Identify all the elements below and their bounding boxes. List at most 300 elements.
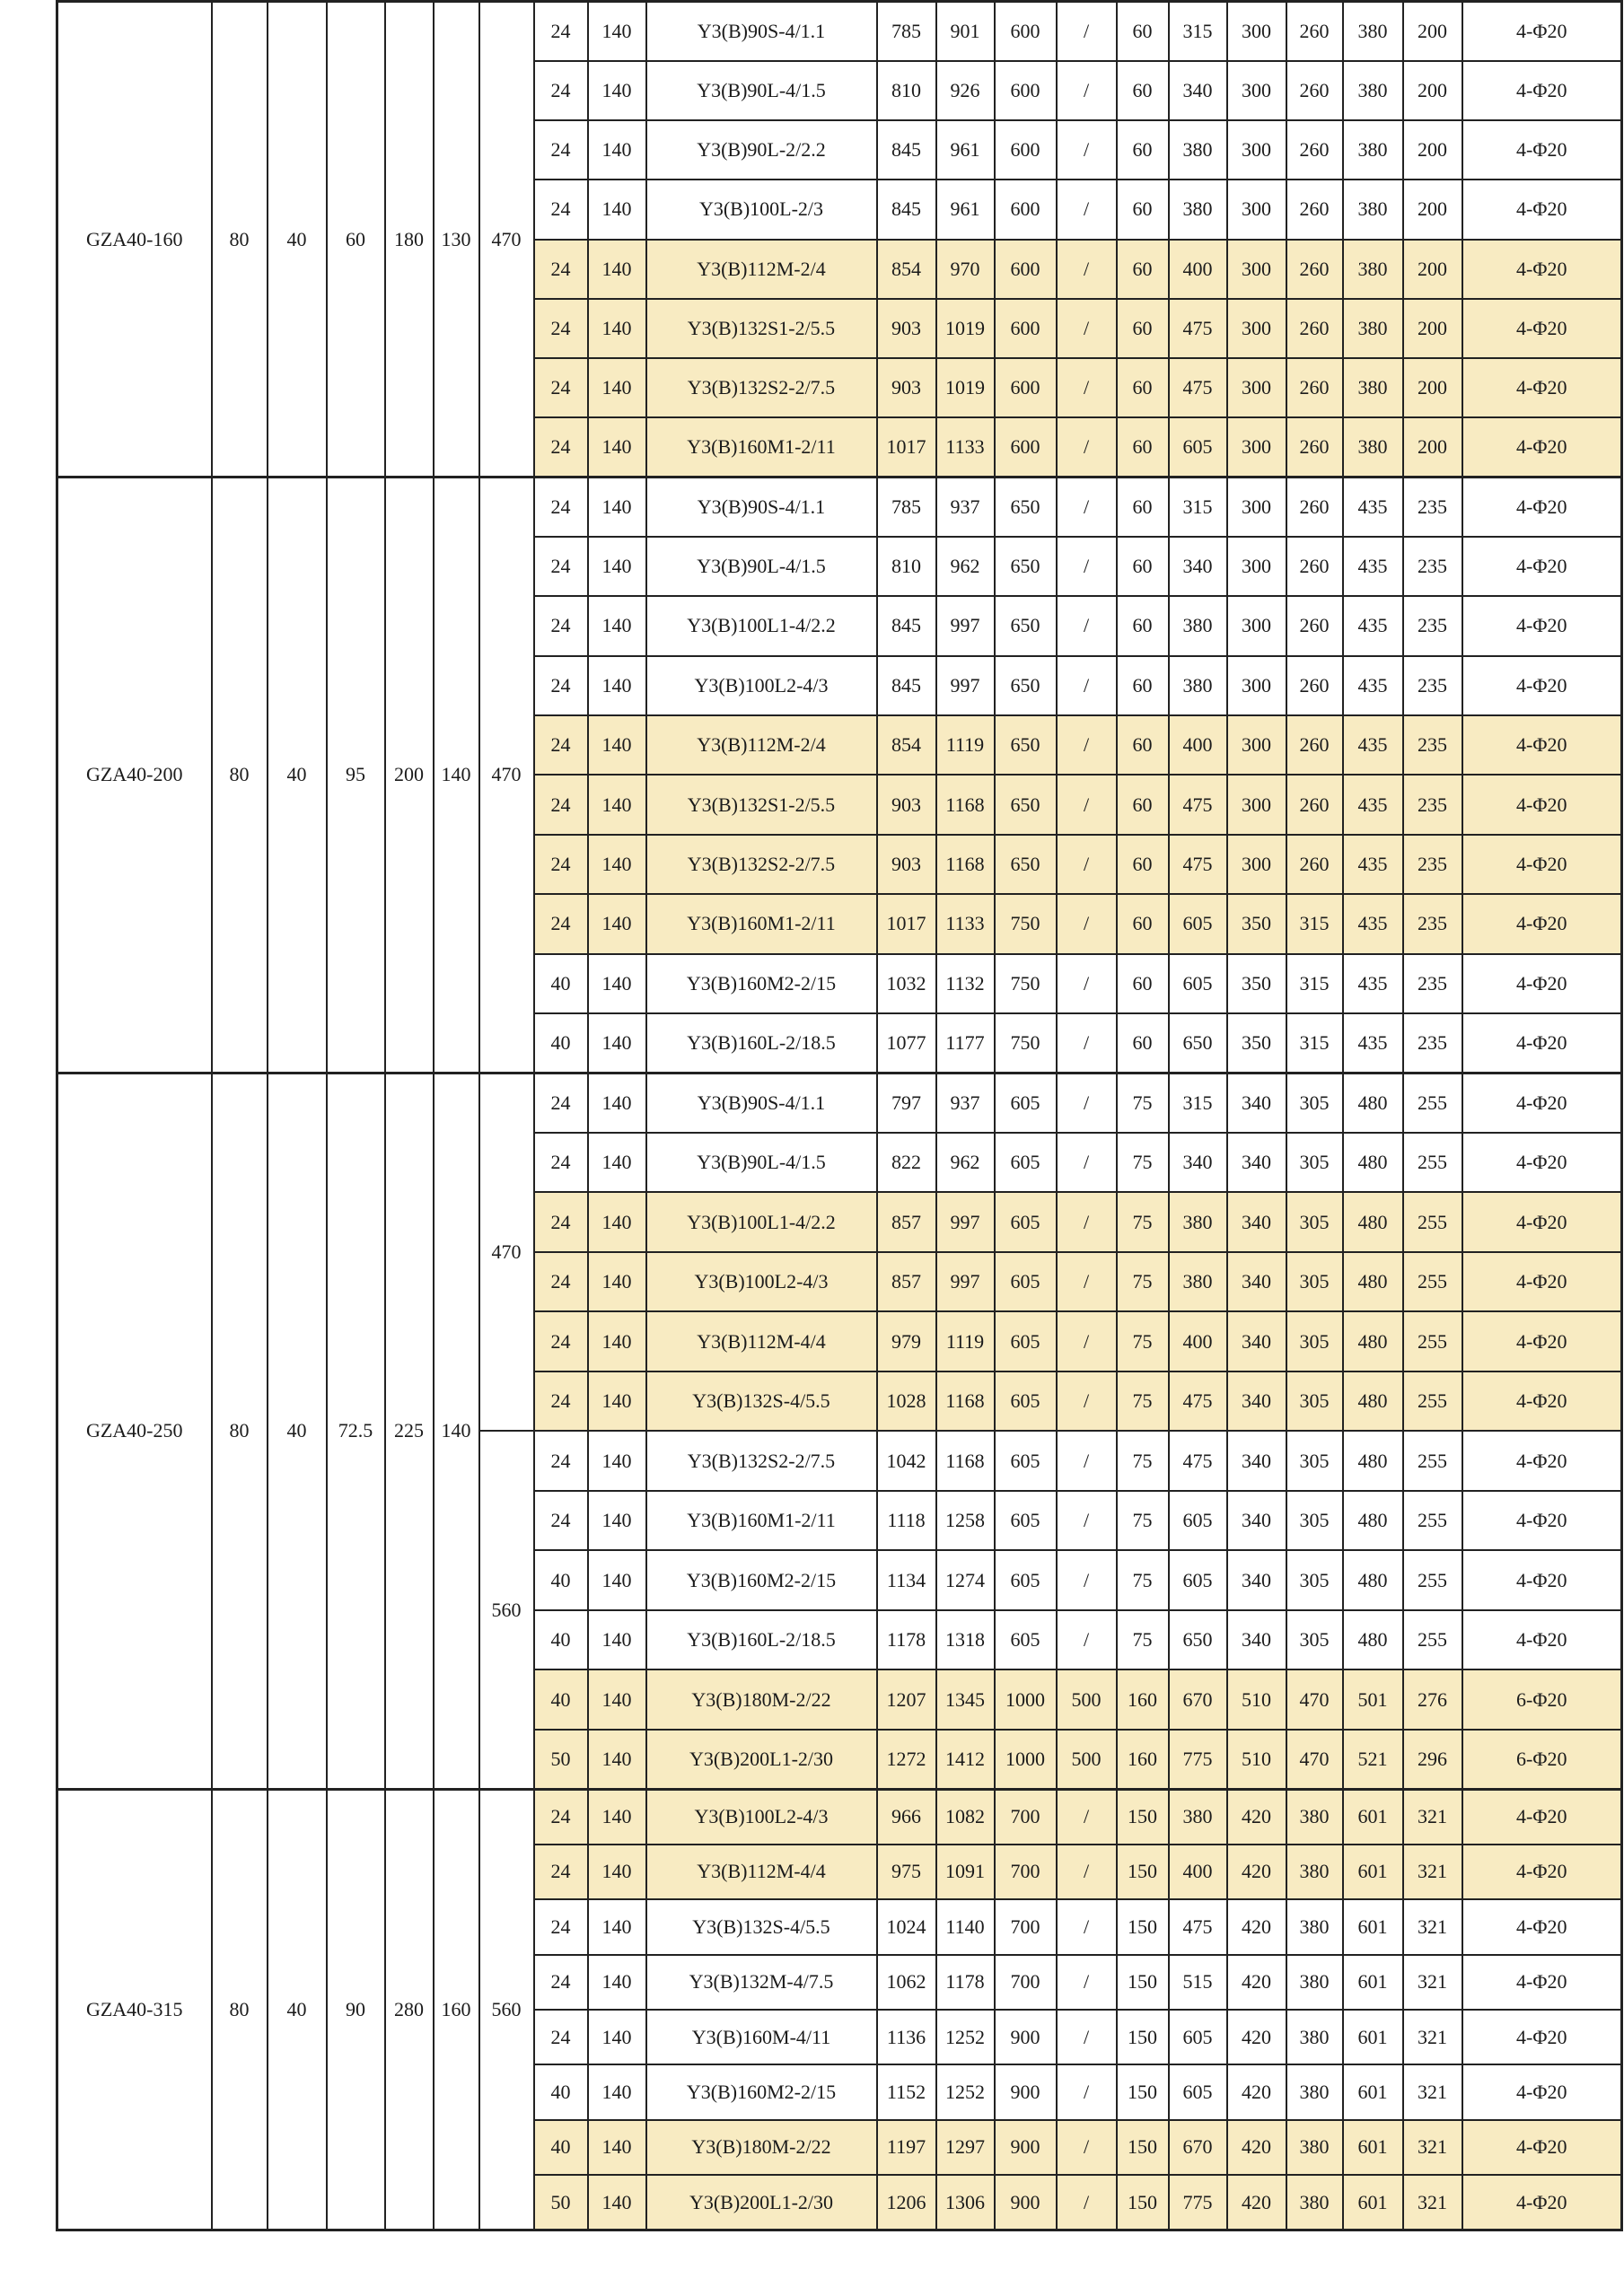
span-value-cell: 560 — [479, 1431, 534, 1789]
inlet-cell: 24 — [534, 180, 588, 239]
value-cell: 1118 — [877, 1491, 936, 1551]
value-cell: 380 — [1343, 358, 1403, 417]
bolt-spec-cell: 4-Φ20 — [1462, 358, 1622, 417]
value-cell: 150 — [1117, 1845, 1169, 1899]
inlet-cell: 24 — [534, 2, 588, 61]
bolt-spec-cell: 4-Φ20 — [1462, 835, 1622, 894]
value-cell: 1136 — [877, 2010, 936, 2064]
outlet-cell: 140 — [588, 2064, 646, 2119]
value-cell: 845 — [877, 180, 936, 239]
outlet-cell: 140 — [588, 180, 646, 239]
value-cell: 480 — [1343, 1192, 1403, 1252]
value-cell: 305 — [1286, 1133, 1343, 1193]
value-cell: 60 — [1117, 120, 1169, 180]
value-cell: 420 — [1227, 2120, 1286, 2175]
value-cell: / — [1057, 1431, 1117, 1491]
inlet-cell: 24 — [534, 478, 588, 537]
outlet-cell: 140 — [588, 596, 646, 655]
value-cell: 670 — [1169, 1669, 1227, 1730]
value-cell: 75 — [1117, 1610, 1169, 1670]
value-cell: 900 — [995, 2175, 1057, 2230]
dimension-cell: 130 — [434, 2, 479, 478]
outlet-cell: 140 — [588, 1955, 646, 2010]
inlet-cell: 24 — [534, 894, 588, 953]
motor-model-cell: Y3(B)160M2-2/15 — [646, 954, 877, 1013]
value-cell: / — [1057, 120, 1117, 180]
value-cell: 340 — [1227, 1133, 1286, 1193]
motor-model-cell: Y3(B)180M-2/22 — [646, 1669, 877, 1730]
value-cell: 650 — [995, 715, 1057, 775]
value-cell: 1032 — [877, 954, 936, 1013]
value-cell: 435 — [1343, 715, 1403, 775]
value-cell: 380 — [1169, 120, 1227, 180]
value-cell: 420 — [1227, 1789, 1286, 1844]
value-cell: / — [1057, 1550, 1117, 1610]
value-cell: 305 — [1286, 1311, 1343, 1371]
value-cell: 475 — [1169, 358, 1227, 417]
value-cell: / — [1057, 299, 1117, 358]
value-cell: 515 — [1169, 1955, 1227, 2010]
value-cell: 435 — [1343, 537, 1403, 596]
motor-model-cell: Y3(B)160L-2/18.5 — [646, 1013, 877, 1073]
value-cell: 60 — [1117, 537, 1169, 596]
dimension-cell: 72.5 — [327, 1073, 385, 1789]
value-cell: 845 — [877, 120, 936, 180]
outlet-cell: 140 — [588, 656, 646, 715]
motor-model-cell: Y3(B)90L-4/1.5 — [646, 61, 877, 120]
value-cell: / — [1057, 1192, 1117, 1252]
value-cell: 775 — [1169, 2175, 1227, 2230]
value-cell: 380 — [1343, 417, 1403, 477]
table-row — [57, 1073, 1622, 1133]
motor-model-cell: Y3(B)90S-4/1.1 — [646, 1073, 877, 1133]
dimension-cell: 80 — [212, 1073, 268, 1789]
value-cell: 300 — [1227, 537, 1286, 596]
value-cell: 75 — [1117, 1371, 1169, 1432]
inlet-cell: 24 — [534, 1192, 588, 1252]
outlet-cell: 140 — [588, 2010, 646, 2064]
value-cell: 470 — [1286, 1730, 1343, 1790]
value-cell: 600 — [995, 299, 1057, 358]
motor-model-cell: Y3(B)100L2-4/3 — [646, 656, 877, 715]
bolt-spec-cell: 4-Φ20 — [1462, 715, 1622, 775]
value-cell: 420 — [1227, 1845, 1286, 1899]
value-cell: 260 — [1286, 61, 1343, 120]
value-cell: 1168 — [936, 1431, 995, 1491]
outlet-cell: 140 — [588, 1845, 646, 1899]
value-cell: 400 — [1169, 240, 1227, 299]
value-cell: 650 — [995, 478, 1057, 537]
bolt-spec-cell: 4-Φ20 — [1462, 417, 1622, 477]
motor-model-cell: Y3(B)112M-2/4 — [646, 240, 877, 299]
value-cell: 60 — [1117, 894, 1169, 953]
motor-model-cell: Y3(B)132S2-2/7.5 — [646, 1431, 877, 1491]
value-cell: 961 — [936, 120, 995, 180]
value-cell: 903 — [877, 299, 936, 358]
dimension-cell: 40 — [268, 1073, 327, 1789]
value-cell: 340 — [1169, 537, 1227, 596]
value-cell: 235 — [1403, 835, 1462, 894]
dimension-cell: 280 — [385, 1789, 434, 2230]
bolt-spec-cell: 4-Φ20 — [1462, 1491, 1622, 1551]
value-cell: 601 — [1343, 1789, 1403, 1844]
outlet-cell: 140 — [588, 1073, 646, 1133]
group-label-cell: GZA40-160 — [57, 2, 212, 478]
value-cell: 822 — [877, 1133, 936, 1193]
value-cell: 60 — [1117, 656, 1169, 715]
inlet-cell: 24 — [534, 596, 588, 655]
value-cell: 150 — [1117, 2010, 1169, 2064]
value-cell: 966 — [877, 1789, 936, 1844]
value-cell: 380 — [1286, 2120, 1343, 2175]
dimension-cell: 160 — [434, 1789, 479, 2230]
value-cell: 900 — [995, 2064, 1057, 2119]
value-cell: 600 — [995, 417, 1057, 477]
value-cell: 510 — [1227, 1669, 1286, 1730]
motor-model-cell: Y3(B)180M-2/22 — [646, 2120, 877, 2175]
value-cell: 276 — [1403, 1669, 1462, 1730]
value-cell: 150 — [1117, 2175, 1169, 2230]
outlet-cell: 140 — [588, 2, 646, 61]
inlet-cell: 50 — [534, 1730, 588, 1790]
bolt-spec-cell: 4-Φ20 — [1462, 596, 1622, 655]
value-cell: / — [1057, 2064, 1117, 2119]
value-cell: 650 — [995, 537, 1057, 596]
value-cell: 255 — [1403, 1133, 1462, 1193]
inlet-cell: 24 — [534, 1371, 588, 1432]
value-cell: 1024 — [877, 1899, 936, 1954]
value-cell: 605 — [995, 1431, 1057, 1491]
value-cell: 1019 — [936, 358, 995, 417]
value-cell: / — [1057, 1491, 1117, 1551]
value-cell: 1132 — [936, 954, 995, 1013]
value-cell: 1133 — [936, 894, 995, 953]
value-cell: / — [1057, 2120, 1117, 2175]
outlet-cell: 140 — [588, 1013, 646, 1073]
group-label-cell: GZA40-315 — [57, 1789, 212, 2230]
value-cell: 420 — [1227, 2175, 1286, 2230]
inlet-cell: 24 — [534, 715, 588, 775]
value-cell: 60 — [1117, 596, 1169, 655]
value-cell: 670 — [1169, 2120, 1227, 2175]
value-cell: 300 — [1227, 240, 1286, 299]
value-cell: 150 — [1117, 1899, 1169, 1954]
value-cell: / — [1057, 537, 1117, 596]
value-cell: 300 — [1227, 2, 1286, 61]
value-cell: 150 — [1117, 1955, 1169, 2010]
value-cell: 501 — [1343, 1669, 1403, 1730]
motor-model-cell: Y3(B)90S-4/1.1 — [646, 2, 877, 61]
value-cell: 300 — [1227, 656, 1286, 715]
outlet-cell: 140 — [588, 1311, 646, 1371]
motor-model-cell: Y3(B)90L-4/1.5 — [646, 537, 877, 596]
value-cell: / — [1057, 61, 1117, 120]
span-value-cell: 560 — [479, 1789, 534, 2230]
value-cell: 75 — [1117, 1431, 1169, 1491]
value-cell: 235 — [1403, 954, 1462, 1013]
value-cell: 961 — [936, 180, 995, 239]
outlet-cell: 140 — [588, 775, 646, 834]
value-cell: 1177 — [936, 1013, 995, 1073]
value-cell: 321 — [1403, 1955, 1462, 2010]
outlet-cell: 140 — [588, 894, 646, 953]
value-cell: 380 — [1343, 61, 1403, 120]
value-cell: 937 — [936, 1073, 995, 1133]
outlet-cell: 140 — [588, 120, 646, 180]
value-cell: 775 — [1169, 1730, 1227, 1790]
value-cell: 380 — [1343, 299, 1403, 358]
inlet-cell: 24 — [534, 2010, 588, 2064]
bolt-spec-cell: 6-Φ20 — [1462, 1669, 1622, 1730]
value-cell: 380 — [1169, 656, 1227, 715]
value-cell: 650 — [995, 775, 1057, 834]
value-cell: 650 — [1169, 1013, 1227, 1073]
value-cell: 350 — [1227, 894, 1286, 953]
value-cell: / — [1057, 1013, 1117, 1073]
value-cell: 260 — [1286, 240, 1343, 299]
bolt-spec-cell: 4-Φ20 — [1462, 1955, 1622, 2010]
value-cell: / — [1057, 656, 1117, 715]
table-row — [57, 1789, 1622, 1844]
value-cell: 60 — [1117, 835, 1169, 894]
bolt-spec-cell: 4-Φ20 — [1462, 2120, 1622, 2175]
value-cell: 1000 — [995, 1730, 1057, 1790]
value-cell: 60 — [1117, 478, 1169, 537]
inlet-cell: 24 — [534, 1073, 588, 1133]
value-cell: 1082 — [936, 1789, 995, 1844]
motor-model-cell: Y3(B)132S2-2/7.5 — [646, 835, 877, 894]
value-cell: 60 — [1117, 358, 1169, 417]
group-label-cell: GZA40-200 — [57, 478, 212, 1074]
spec-table — [56, 0, 1623, 2231]
value-cell: 200 — [1403, 299, 1462, 358]
value-cell: 380 — [1286, 2010, 1343, 2064]
value-cell: 997 — [936, 1192, 995, 1252]
motor-model-cell: Y3(B)100L2-4/3 — [646, 1252, 877, 1312]
motor-model-cell: Y3(B)160M2-2/15 — [646, 1550, 877, 1610]
value-cell: 650 — [995, 656, 1057, 715]
value-cell: 340 — [1227, 1311, 1286, 1371]
value-cell: / — [1057, 180, 1117, 239]
inlet-cell: 24 — [534, 835, 588, 894]
value-cell: 380 — [1286, 1899, 1343, 1954]
bolt-spec-cell: 4-Φ20 — [1462, 1311, 1622, 1371]
value-cell: 296 — [1403, 1730, 1462, 1790]
value-cell: 605 — [995, 1311, 1057, 1371]
span-value-cell: 470 — [479, 1073, 534, 1431]
value-cell: / — [1057, 1371, 1117, 1432]
value-cell: 1252 — [936, 2064, 995, 2119]
value-cell: 605 — [995, 1610, 1057, 1670]
dimension-cell: 90 — [327, 1789, 385, 2230]
value-cell: 605 — [995, 1192, 1057, 1252]
motor-model-cell: Y3(B)90L-4/1.5 — [646, 1133, 877, 1193]
outlet-cell: 140 — [588, 1133, 646, 1193]
value-cell: 150 — [1117, 2120, 1169, 2175]
inlet-cell: 24 — [534, 1133, 588, 1193]
value-cell: 605 — [995, 1491, 1057, 1551]
value-cell: 480 — [1343, 1431, 1403, 1491]
value-cell: 1017 — [877, 894, 936, 953]
value-cell: 400 — [1169, 1845, 1227, 1899]
value-cell: 605 — [995, 1252, 1057, 1312]
value-cell: / — [1057, 478, 1117, 537]
value-cell: 300 — [1227, 61, 1286, 120]
value-cell: 300 — [1227, 417, 1286, 477]
value-cell: 315 — [1286, 954, 1343, 1013]
value-cell: 260 — [1286, 417, 1343, 477]
value-cell: 200 — [1403, 240, 1462, 299]
value-cell: 500 — [1057, 1730, 1117, 1790]
value-cell: 500 — [1057, 1669, 1117, 1730]
value-cell: 605 — [1169, 894, 1227, 953]
value-cell: 601 — [1343, 1899, 1403, 1954]
value-cell: 60 — [1117, 61, 1169, 120]
value-cell: 260 — [1286, 835, 1343, 894]
value-cell: 380 — [1343, 240, 1403, 299]
value-cell: 300 — [1227, 120, 1286, 180]
value-cell: 380 — [1169, 1192, 1227, 1252]
value-cell: 979 — [877, 1311, 936, 1371]
motor-model-cell: Y3(B)100L1-4/2.2 — [646, 596, 877, 655]
inlet-cell: 24 — [534, 240, 588, 299]
value-cell: 1133 — [936, 417, 995, 477]
value-cell: 260 — [1286, 478, 1343, 537]
value-cell: / — [1057, 1899, 1117, 1954]
value-cell: 650 — [995, 596, 1057, 655]
motor-model-cell: Y3(B)160M-4/11 — [646, 2010, 877, 2064]
value-cell: 475 — [1169, 775, 1227, 834]
value-cell: 255 — [1403, 1550, 1462, 1610]
value-cell: 480 — [1343, 1491, 1403, 1551]
value-cell: 380 — [1286, 2175, 1343, 2230]
value-cell: 305 — [1286, 1252, 1343, 1312]
value-cell: 601 — [1343, 2064, 1403, 2119]
value-cell: 1412 — [936, 1730, 995, 1790]
value-cell: / — [1057, 954, 1117, 1013]
value-cell: 380 — [1286, 1789, 1343, 1844]
inlet-cell: 24 — [534, 537, 588, 596]
value-cell: / — [1057, 1311, 1117, 1371]
outlet-cell: 140 — [588, 1431, 646, 1491]
bolt-spec-cell: 4-Φ20 — [1462, 1789, 1622, 1844]
value-cell: 601 — [1343, 2120, 1403, 2175]
value-cell: / — [1057, 835, 1117, 894]
motor-model-cell: Y3(B)200L1-2/30 — [646, 2175, 877, 2230]
value-cell: 1207 — [877, 1669, 936, 1730]
value-cell: 1019 — [936, 299, 995, 358]
inlet-cell: 24 — [534, 1955, 588, 2010]
value-cell: / — [1057, 775, 1117, 834]
value-cell: 380 — [1169, 596, 1227, 655]
value-cell: 600 — [995, 358, 1057, 417]
value-cell: 475 — [1169, 1431, 1227, 1491]
motor-model-cell: Y3(B)200L1-2/30 — [646, 1730, 877, 1790]
value-cell: 1258 — [936, 1491, 995, 1551]
value-cell: 60 — [1117, 715, 1169, 775]
value-cell: 700 — [995, 1955, 1057, 2010]
value-cell: 903 — [877, 835, 936, 894]
motor-model-cell: Y3(B)132S-4/5.5 — [646, 1371, 877, 1432]
inlet-cell: 40 — [534, 1610, 588, 1670]
bolt-spec-cell: 4-Φ20 — [1462, 954, 1622, 1013]
value-cell: 260 — [1286, 120, 1343, 180]
value-cell: 340 — [1227, 1491, 1286, 1551]
value-cell: 601 — [1343, 1955, 1403, 2010]
value-cell: 1206 — [877, 2175, 936, 2230]
value-cell: 1000 — [995, 1669, 1057, 1730]
value-cell: 200 — [1403, 120, 1462, 180]
value-cell: 857 — [877, 1252, 936, 1312]
value-cell: 255 — [1403, 1252, 1462, 1312]
value-cell: 75 — [1117, 1311, 1169, 1371]
value-cell: 75 — [1117, 1073, 1169, 1133]
value-cell: 305 — [1286, 1371, 1343, 1432]
value-cell: 1318 — [936, 1610, 995, 1670]
value-cell: 1272 — [877, 1730, 936, 1790]
bolt-spec-cell: 4-Φ20 — [1462, 656, 1622, 715]
value-cell: 650 — [1169, 1610, 1227, 1670]
value-cell: 475 — [1169, 835, 1227, 894]
value-cell: 605 — [995, 1133, 1057, 1193]
motor-model-cell: Y3(B)160M1-2/11 — [646, 894, 877, 953]
value-cell: 1091 — [936, 1845, 995, 1899]
outlet-cell: 140 — [588, 2175, 646, 2230]
value-cell: 200 — [1403, 61, 1462, 120]
outlet-cell: 140 — [588, 1789, 646, 1844]
dimension-cell: 140 — [434, 1073, 479, 1789]
value-cell: 260 — [1286, 596, 1343, 655]
value-cell: 1197 — [877, 2120, 936, 2175]
value-cell: 260 — [1286, 656, 1343, 715]
motor-model-cell: Y3(B)132S1-2/5.5 — [646, 775, 877, 834]
value-cell: 380 — [1343, 180, 1403, 239]
value-cell: 305 — [1286, 1431, 1343, 1491]
value-cell: 435 — [1343, 656, 1403, 715]
bolt-spec-cell: 6-Φ20 — [1462, 1730, 1622, 1790]
inlet-cell: 24 — [534, 1845, 588, 1899]
value-cell: 160 — [1117, 1669, 1169, 1730]
value-cell: 605 — [1169, 2064, 1227, 2119]
value-cell: / — [1057, 2010, 1117, 2064]
value-cell: 1140 — [936, 1899, 995, 1954]
value-cell: 857 — [877, 1192, 936, 1252]
bolt-spec-cell: 4-Φ20 — [1462, 2175, 1622, 2230]
inlet-cell: 40 — [534, 1550, 588, 1610]
value-cell: 260 — [1286, 180, 1343, 239]
value-cell: 845 — [877, 596, 936, 655]
bolt-spec-cell: 4-Φ20 — [1462, 1133, 1622, 1193]
motor-model-cell: Y3(B)132S2-2/7.5 — [646, 358, 877, 417]
bolt-spec-cell: 4-Φ20 — [1462, 1610, 1622, 1670]
value-cell: 750 — [995, 954, 1057, 1013]
outlet-cell: 140 — [588, 1610, 646, 1670]
value-cell: 340 — [1227, 1610, 1286, 1670]
value-cell: 60 — [1117, 2, 1169, 61]
value-cell: 200 — [1403, 358, 1462, 417]
inlet-cell: 24 — [534, 1311, 588, 1371]
inlet-cell: 40 — [534, 1669, 588, 1730]
value-cell: 605 — [1169, 417, 1227, 477]
value-cell: 235 — [1403, 715, 1462, 775]
motor-model-cell: Y3(B)100L-2/3 — [646, 180, 877, 239]
dimension-cell: 140 — [434, 478, 479, 1074]
spec-table-body — [57, 2, 1622, 2230]
value-cell: 475 — [1169, 299, 1227, 358]
motor-model-cell: Y3(B)112M-4/4 — [646, 1845, 877, 1899]
value-cell: 321 — [1403, 2120, 1462, 2175]
value-cell: 300 — [1227, 835, 1286, 894]
